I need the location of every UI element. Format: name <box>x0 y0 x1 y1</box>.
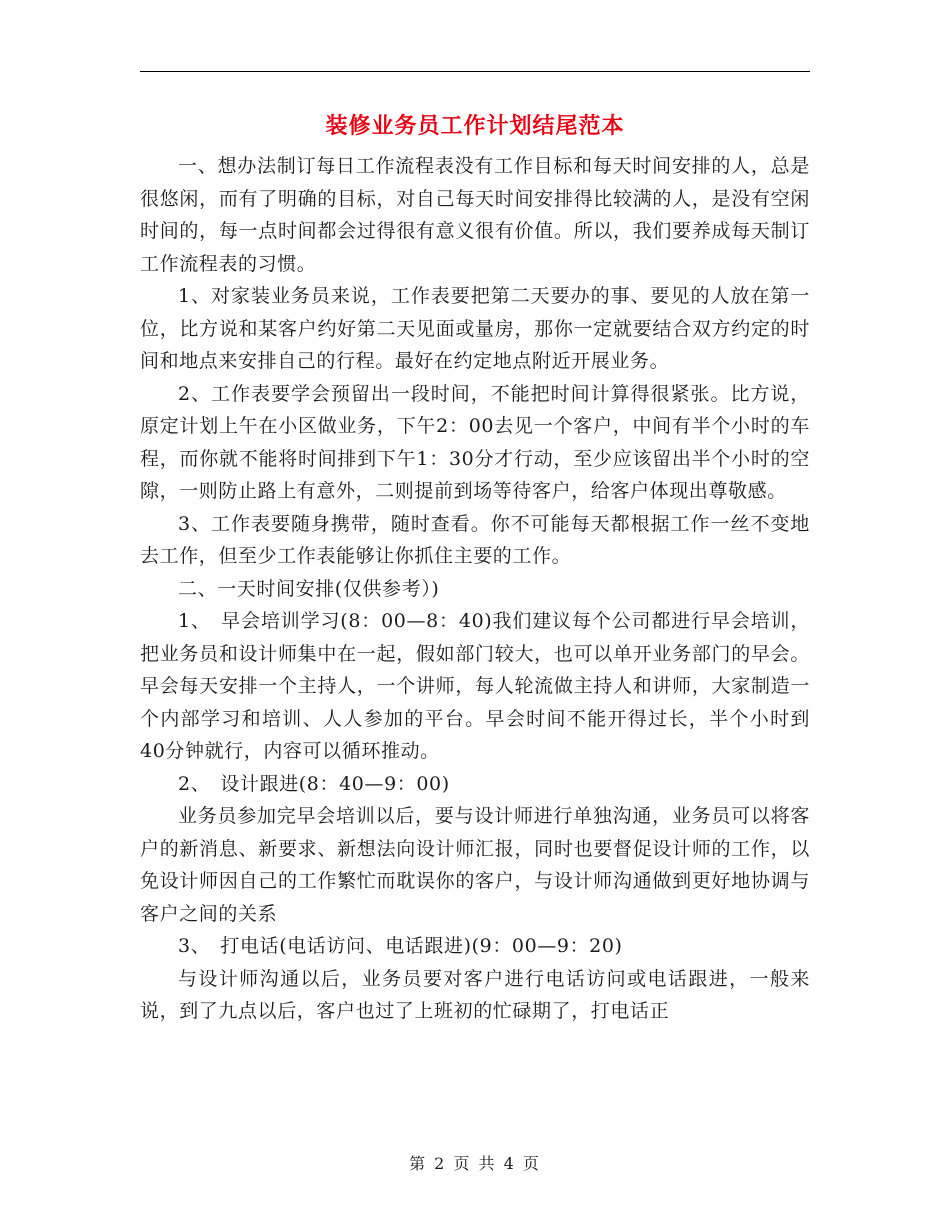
paragraph: 与设计师沟通以后，业务员要对客户进行电话访问或电话跟进，一般来说，到了九点以后，客户也过了上班初的忙碌期了，打电话正 <box>140 967 810 1022</box>
paragraph: 3、工作表要随身携带，随时查看。你不可能每天都根据工作一丝不变地去工作，但至少工作表能够让你抓住主要的工作。 <box>140 512 810 567</box>
paragraph: 1、对家装业务员来说，工作表要把第二天要办的事、要见的人放在第一位，比方说和某客户约好第二天见面或量房，那你一定就要结合双方约定的时间和地点来安排自己的行程。最好在约定地点附近开展业务。 <box>140 285 810 372</box>
paragraph: 业务员参加完早会培训以后，要与设计师进行单独沟通，业务员可以将客户的新消息、新要求、新想法向设计师汇报，同时也要督促设计师的工作，以免设计师因自己的工作繁忙而耽误你的客户，与设计师沟通做到更好地协调与客户之间的关系 <box>140 805 810 925</box>
section-heading: 二、一天时间安排(仅供参考）) <box>178 577 440 600</box>
paragraph: 1、 早会培训学习(8：00—8：40)我们建议每个公司都进行早会培训，把业务员和设计师集中在一起，假如部门较大，也可以单开业务部门的早会。早会每天安排一个主持人，一个讲师，每人轮流做主持人和讲师，大家制造一个内部学习和培训、人人参加的平台。早会时间不能开得过长，半个小时到40分钟就行，内容可以循环推动。 <box>140 610 810 762</box>
page-number: 第 2 页 共 4 页 <box>409 1154 541 1173</box>
subsection-heading: 2、 设计跟进(8：40—9：00) <box>178 772 450 795</box>
document-body <box>140 150 810 1028</box>
subsection-heading: 3、 打电话(电话访问、电话跟进)(9：00—9：20) <box>178 935 623 957</box>
paragraph: 2、工作表要学会预留出一段时间，不能把时间计算得很紧张。比方说，原定计划上午在小区做业务，下午2：00去见一个客户，中间有半个小时的车程，而你就不能将时间排到下午1：30分才行动，至少应该留出半个小时的空隙，一则防止路上有意外，二则提前到场等待客户，给客户体现出尊敬感。 <box>140 382 810 502</box>
header-rule <box>140 71 810 72</box>
paragraph: 一、想办法制订每日工作流程表没有工作目标和每天时间安排的人，总是很悠闲，而有了明确的目标，对自己每天时间安排得比较满的人，是没有空闲时间的，每一点时间都会过得很有意义很有价值。所以，我们要养成每天制订工作流程表的习惯。 <box>140 155 810 275</box>
document-title: 装修业务员工作计划结尾范本 <box>325 113 625 139</box>
